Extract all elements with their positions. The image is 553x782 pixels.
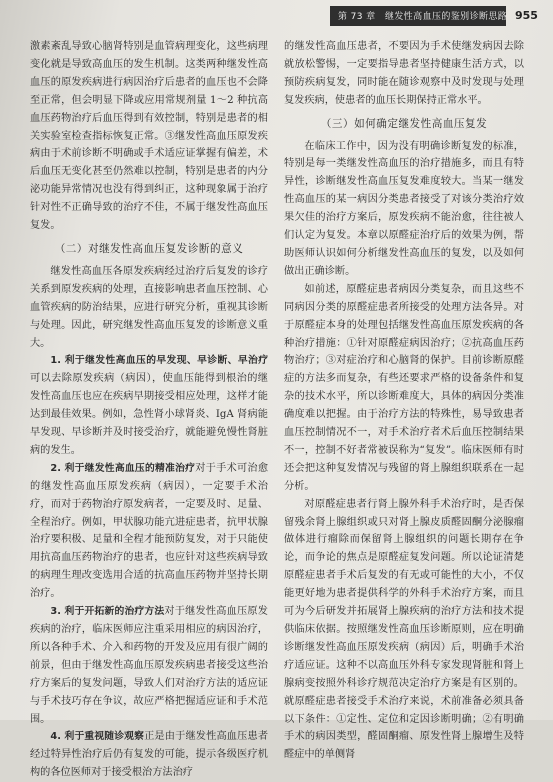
paragraph: 在临床工作中，因为没有明确诊断复发的标准，特别是每一类继发性高血压的治疗措施多，而且有特异性，诊断继发性高血压复发难度较大。当某一继发性高血压的某一病因分类患者接受了对该分类治疗效果欠佳的治疗方案后，原发疾病不能治愈，往往被人们认定为复发。本章以原醛症治疗后的效果为例，帮助医师认识如何分析继发性高血压的复发，以及如何做出正确诊断。 [284,140,524,277]
item-body: 可以去除原发疾病（病因），使血压能得到根治的继发性高血压也应在疾病早期接受相应处理，这样才能达到最佳效果。例如，急性肾小球肾炎、IgA 肾病能早发现、早诊断并及时接受治疗，就能避免慢性肾脏病的发生。 [30,373,268,456]
item-body: 对于手术可治愈的继发性高血压原发疾病（病因），一定要手术治疗，而对于药物治疗原发病者，一定要及时、足量、全程治疗。例如，甲状腺功能亢进症患者，抗甲状腺治疗要积极、足量和全程才能预防复发，对于只能使用抗高血压药物治疗的患者，也应针对这些疾病导致的病理生理改变选用合适的抗高血压药物并坚持长期治疗。 [30,462,269,600]
item-title: 1. 利于继发性高血压的早发现、早诊断、早治疗 [50,355,268,367]
item-body: 对于继发性高血压原发疾病的治疗，临床医师应注重采用相应的病因治疗，所以各种手术、介入和药物的开发及应用有很广阔的前景，但由于继发性高血压原发疾病患者接受这些治疗方案后的复发问题，导致人们对治疗方法的适应证与手术技巧存在争议，故应严格把握适应证和手术范围。 [30,606,268,725]
chapter-title: 第 73 章 继发性高血压的鉴别诊断思路 [338,12,508,22]
paragraph: 对原醛症患者行肾上腺外科手术治疗时，是否保留残余肾上腺组织或只对肾上腺皮质醛固酮分泌腺瘤做体进行瘤除而保留肾上腺组织的问题长期存在争论，而争论的焦点是原醛症复发问题。所以论证清楚原醛症患者手术后复发的有无或可能性的大小，不仅能更好地为患者提供科学的外科手术治疗方案，而且可为今后研发并拓展肾上腺疾病的治疗方法和技术提供临床依据。按照继发性高血压诊断原则，应在明确诊断继发性高血压原发疾病（病因）后，明确手术治疗适应证。这种不以高血压外科专家发现肾脏和肾上腺病变按照外科诊疗规范决定治疗方案是有区别的。就原醛症患者接受手术治疗来说，术前准备必须具备以下条件：①定性、定位和定因诊断明确；②有明确手术的病因类型，醛固酮瘤、原发性肾上腺增生及特醛症中的单侧肾 [284,498,524,761]
item-title: 3. 利于开拓新的治疗方法 [50,606,165,618]
paragraph: 继发性高血压各原发疾病经过治疗后复发的诊疗关系到原发疾病的处理，直接影响患者血压控制、心血管疾病的防治结果，应进行研究分析，重视其诊断与处理。因此，研究继发性高血压复发的诊断意义重大。 [30,265,268,349]
section-heading: （二）对继发性高血压复发诊断的意义 [54,242,244,255]
running-header [0,0,553,34]
item-body: 正是由于继发性高血压患者经过特异性治疗后仍有复发的可能，提示各级医疗机构的各位医师对于接受根治方法治疗 [30,731,269,779]
left-column [30,38,268,782]
right-column [284,38,524,764]
numbered-item [30,603,268,728]
paragraph: 激素紊乱导致心脑肾特别是血管病理变化，这些病理变化就是导致高血压的发生机制。这类两种继发性高血压的原发疾病进行病因治疗后患者的血压也不会降至正常，但会明显下降或应用常规剂量 1～2 种抗高血压药物治疗后血压得到有效控制，特别是患者的相关实验室检查指标恢复正常。③继发性高血压原发疾病由于术前诊断不明确或手术适应证掌握有偏差，术后血压无变化甚至仍然难以控制，特别是患者的内分泌功能异常情况也没有得到纠正，这种现象属于治疗针对性不正确导致的治疗不佳，不属于继发性高血压复发。 [30,41,268,232]
numbered-item [30,460,268,603]
section-heading: （三）如何确定继发性高血压复发 [320,117,488,130]
paragraph: 的继发性高血压患者，不要因为手术使继发病因去除就放松警惕，一定要指导患者坚持健康生活方式，以预防疾病复发，同时能在随诊观察中及时发现与处理复发疾病，使患者的血压长期保持正常水平。 [284,41,524,106]
item-title: 4. 利于重视随诊观察 [50,731,145,743]
numbered-item [30,728,268,782]
paragraph: 如前述，原醛症患者病因分类复杂，而且这些不同病因分类的原醛症患者所接受的处理方法各异。对于原醛症本身的处理包括继发性高血压原发疾病的各种治疗措施：①针对原醛症病因治疗；②抗高血压药物治疗；③对症治疗和心脑肾的保护。目前诊断原醛症的方法多而复杂，有些还要求严格的设备条件和复杂的技术水平，所以诊断难度大，具体的病因分类准确度难以把握。由于治疗方法的特殊性，易导致患者血压控制情况不一，对手术治疗者术后血压控制结果不一，控制不好者常被误称为“复发”。临床医师有时还会把这种复发情况与残留的肾上腺组织联系在一起分析。 [284,283,524,492]
item-title: 2. 利于继发性高血压的精准治疗 [50,462,196,474]
numbered-item [30,352,268,459]
page-number: 955 [515,9,538,22]
